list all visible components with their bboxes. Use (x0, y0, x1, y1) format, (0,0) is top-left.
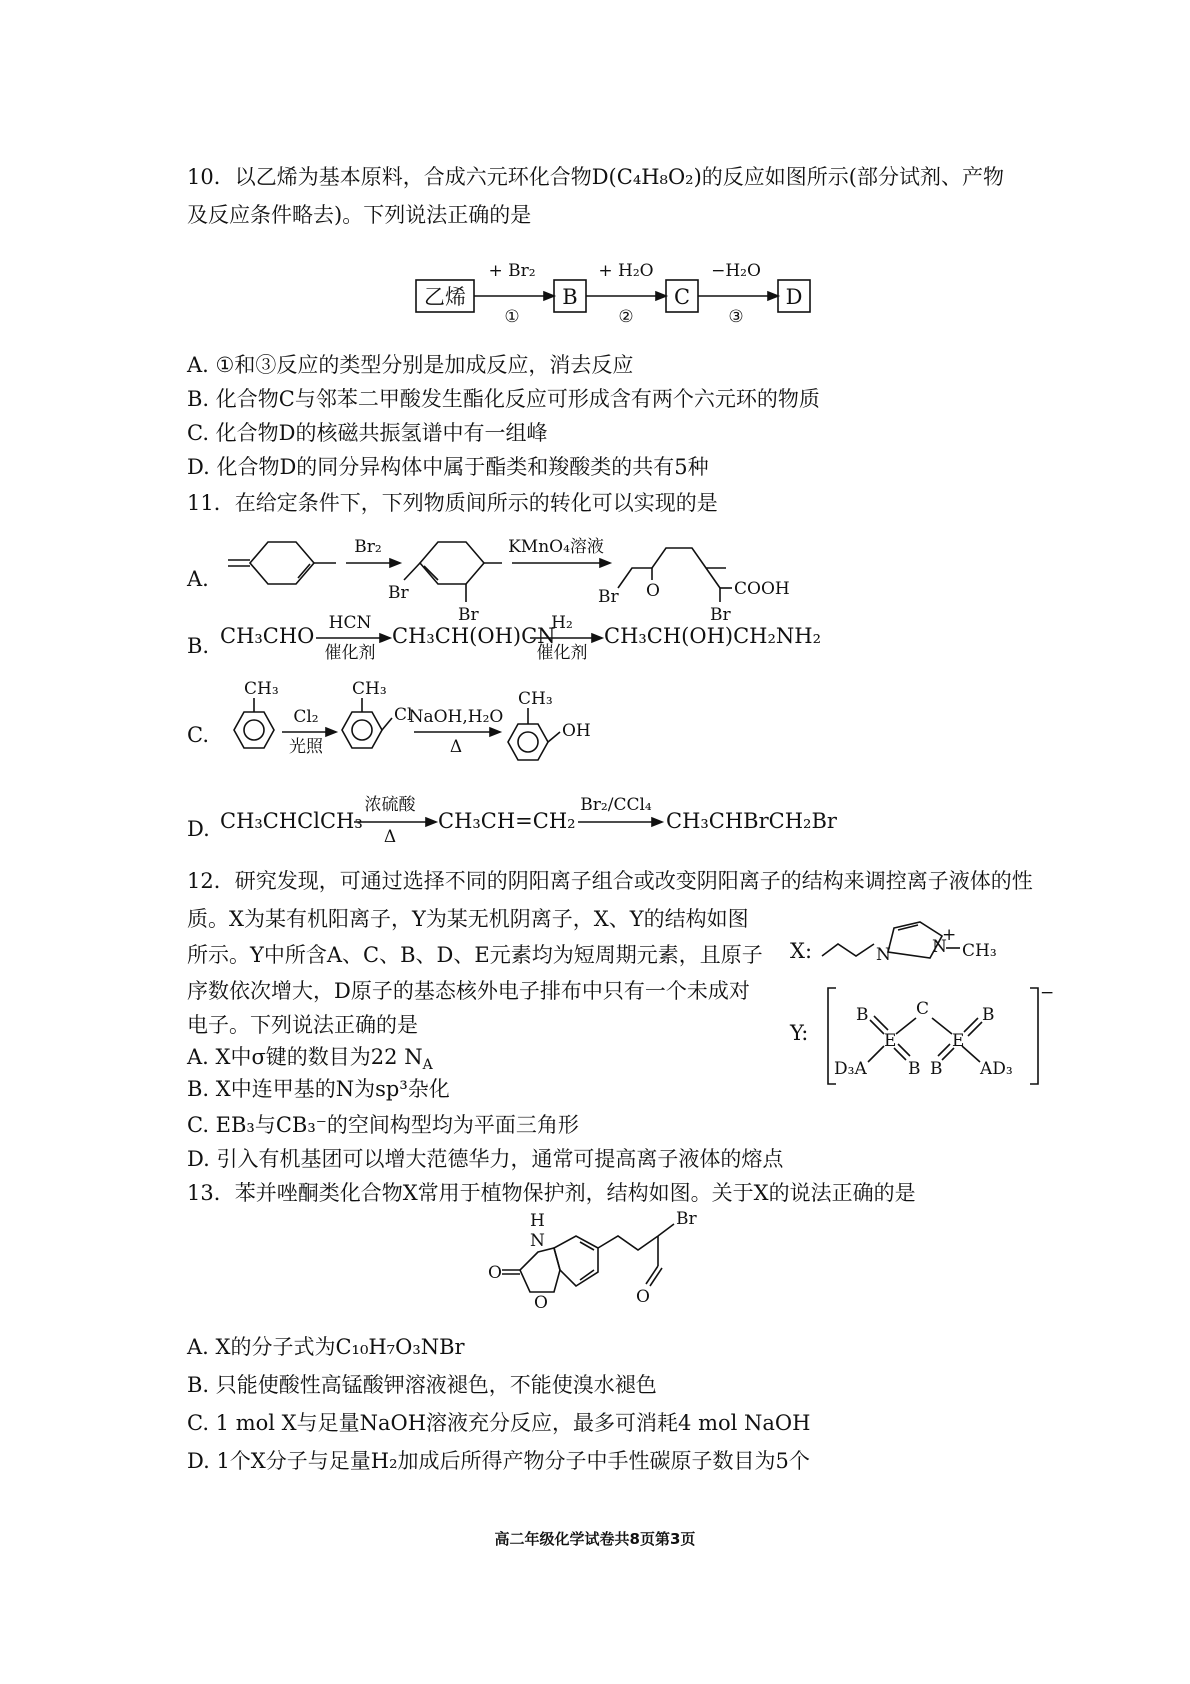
a-arrow-1-reagent: Br₂ (354, 537, 382, 557)
b-arrow-1-bottom: 催化剂 (324, 643, 376, 663)
q11-option-b-label: B. (187, 634, 210, 658)
y-e2: E (952, 1031, 965, 1051)
ring-1-double (298, 564, 310, 578)
arrow-3-step: ③ (728, 307, 744, 327)
b-arrow-2-top: H₂ (551, 613, 573, 633)
q12-option-d: D. 引入有机基团可以增大范德华力，通常可提高离子液体的熔点 (187, 1147, 784, 1171)
y-minus: − (1040, 983, 1055, 1003)
q13-option-c: C. 1 mol X与足量NaOH溶液充分反应，最多可消耗4 mol NaOH (187, 1411, 811, 1435)
q12-option-b: B. X中连甲基的N为sp³杂化 (187, 1077, 450, 1101)
q12-option-a-sub: A (422, 1057, 433, 1074)
d-arrow-1-bottom: Δ (383, 827, 397, 847)
q12-option-a (187, 1044, 433, 1078)
q11-stem: 11．在给定条件下，下列物质间所示的转化可以实现的是 (187, 491, 718, 515)
ring-2 (420, 542, 484, 584)
cresol-ring (508, 724, 548, 760)
y-d3a: D₃A (834, 1059, 867, 1079)
y-b2: B (982, 1005, 995, 1025)
b-acetaldehyde: CH₃CHO (220, 624, 315, 648)
x-n1: N (876, 945, 891, 965)
y-b1: B (856, 1005, 869, 1025)
c-ch3-3: CH₃ (518, 689, 553, 709)
toluene-ring (234, 712, 274, 748)
q10-reaction-scheme (400, 258, 820, 330)
ring-2-double (424, 566, 438, 580)
q11-option-d-label: D. (187, 817, 210, 841)
chlorotoluene-ring (342, 712, 382, 748)
y-e1-a-bond (868, 1046, 884, 1062)
c-ch3-2: CH₃ (352, 679, 387, 699)
q10-option-b: B. 化合物C与邻苯二甲酸发生酯化反应可形成含有两个六元环的物质 (187, 387, 820, 411)
y-b4: B (930, 1059, 943, 1079)
q10-stem-line2: 及反应条件略去)。下列说法正确的是 (187, 203, 532, 227)
q12-line3: 所示。Y中所含A、C、B、D、E元素均为短周期元素，且原子 (187, 943, 763, 967)
q13-structure (480, 1210, 750, 1314)
q12-option-c: C. EB₃与CB₃⁻的空间构型均为平面三角形 (187, 1113, 579, 1137)
q13-stem: 13．苯并唑酮类化合物X常用于植物保护剂，结构如图。关于X的说法正确的是 (187, 1181, 916, 1205)
q10-option-a: A. ①和③反应的类型分别是加成反应，消去反应 (187, 353, 634, 377)
a-br-4: Br (710, 605, 731, 625)
x-n2: N (932, 937, 947, 957)
q12-line4: 序数依次增大，D原子的基态核外电子排布中只有一个未成对 (187, 979, 750, 1003)
arrow-2-reagent: + H₂O (598, 261, 654, 281)
y-e1-c-bond (896, 1018, 916, 1034)
b-cyanohydrin: CH₃CH(OH)CN (392, 624, 556, 648)
page-footer: 高二年级化学试卷共8页第3页 (494, 1530, 696, 1548)
x13-benzene-double-1 (580, 1242, 594, 1250)
d-arrow-2-top: Br₂/CCl₄ (580, 795, 652, 815)
c-arrow-2-bottom: Δ (449, 737, 463, 757)
box-c-label: C (673, 285, 691, 309)
q10-option-c: C. 化合物D的核磁共振氢谱中有一组峰 (187, 421, 548, 445)
y-bracket-right (1030, 988, 1038, 1084)
x-label: X: (790, 939, 813, 963)
a-br-3: Br (598, 587, 619, 607)
d-arrow-2-head (652, 818, 662, 826)
q11-b-scheme (220, 606, 820, 666)
b-arrow-1-top: HCN (328, 613, 372, 633)
x13-o-carbonyl: O (488, 1263, 502, 1283)
arrow-2-step: ② (618, 307, 634, 327)
a-br-2: Br (458, 605, 479, 625)
q11-option-a-label: A. (187, 567, 209, 591)
q11-c-scheme (220, 676, 640, 776)
x13-benzene-ring (554, 1236, 598, 1286)
x13-h: H (530, 1211, 545, 1231)
chlorotoluene-cl-bond (382, 718, 392, 730)
q12-option-a-text: A. X中σ键的数目为22 N (187, 1045, 423, 1069)
q13-option-b: B. 只能使酸性高锰酸钾溶液褪色，不能使溴水褪色 (187, 1373, 657, 1397)
arrow-1-reagent: + Br₂ (488, 261, 536, 281)
y-b2-double-a (964, 1018, 978, 1032)
y-b3: B (908, 1059, 921, 1079)
c-ch3-1: CH₃ (244, 679, 279, 699)
x13-br: Br (676, 1209, 697, 1229)
d-dibromopropane: CH₃CHBrCH₂Br (666, 809, 837, 833)
c-arrow-2-head (490, 728, 500, 736)
a-ketone-o: O (646, 581, 660, 601)
q10-stem-line1: 10．以乙烯为基本原料，合成六元环化合物D(C₄H₈O₂)的反应如图所示(部分试剂、产物 (187, 165, 1004, 189)
b-arrow-1-head (380, 634, 390, 642)
q11-option-c-label: C. (187, 723, 209, 747)
x13-ald-double-b (650, 1268, 662, 1286)
d-chloropropane: CH₃CHClCH₃ (220, 809, 363, 833)
a-product-chain (618, 548, 720, 588)
arrow-1-step: ① (504, 307, 520, 327)
ring-1 (250, 542, 314, 584)
c-cl: Cl (394, 705, 413, 725)
a-br-1: Br (388, 583, 409, 603)
q13-option-a: A. X的分子式为C₁₀H₇O₃NBr (187, 1335, 465, 1359)
a-cooh: COOH (734, 579, 790, 599)
y-b1-double-a (870, 1020, 884, 1034)
x-ch3: CH₃ (962, 941, 997, 961)
x13-o-ring: O (534, 1293, 548, 1313)
box-d-label: D (785, 285, 803, 309)
box-ethylene-label: 乙烯 (424, 285, 466, 309)
y-e2-a-bond (962, 1046, 980, 1062)
d-arrow-1-top: 浓硫酸 (364, 795, 416, 815)
c-arrow-2-top: NaOH,H₂O (408, 707, 504, 727)
x13-side-chain (598, 1236, 658, 1250)
q12-x-structure (790, 906, 1020, 986)
x13-ald-double-a (646, 1266, 658, 1284)
q12-line5: 电子。下列说法正确的是 (187, 1013, 418, 1037)
x13-n: N (530, 1231, 545, 1251)
x13-oxazolone-ring (520, 1248, 560, 1292)
c-arrow-1-bottom: 光照 (289, 737, 323, 757)
c-arrow-1-top: Cl₂ (293, 707, 319, 727)
y-c-e2-bond (932, 1018, 952, 1034)
b-amino-alcohol: CH₃CH(OH)CH₂NH₂ (604, 624, 822, 648)
q12-line1: 12．研究发现，可通过选择不同的阴阳离子组合或改变阴阳离子的结构来调控离子液体的性 (187, 869, 1033, 893)
y-ad3: AD₃ (980, 1059, 1013, 1079)
c-oh: OH (562, 721, 591, 741)
chlorotoluene-aromatic (352, 720, 372, 740)
cresol-aromatic (518, 732, 538, 752)
y-b2-double-b (968, 1022, 982, 1036)
toluene-aromatic (244, 720, 264, 740)
y-label: Y: (790, 1021, 809, 1045)
arrow-1-head (544, 292, 554, 300)
b-arrow-2-bottom: 催化剂 (536, 643, 588, 663)
x13-br-bond (658, 1224, 674, 1236)
a-arrow-2-head (600, 559, 610, 567)
y-c: C (916, 999, 930, 1019)
cresol-oh-bond (548, 732, 560, 742)
q12-line2: 质。X为某有机阳离子，Y为某无机阴离子，X、Y的结构如图 (187, 907, 749, 931)
box-b-label: B (562, 285, 578, 309)
y-e1: E (884, 1031, 897, 1051)
x-propyl-chain (822, 944, 874, 956)
d-arrow-1-head (426, 818, 436, 826)
x-plus: + (942, 925, 957, 945)
q11-d-scheme (220, 786, 860, 846)
arrow-3-reagent: −H₂O (711, 261, 761, 281)
d-propene: CH₃CH=CH₂ (438, 809, 576, 833)
a-arrow-1-head (390, 559, 400, 567)
q10-option-d: D. 化合物D的同分异构体中属于酯类和羧酸类的共有5种 (187, 455, 709, 479)
c-arrow-1-head (326, 728, 336, 736)
a-arrow-2-reagent: KMnO₄溶液 (508, 537, 604, 557)
arrow-2-head (656, 292, 666, 300)
x13-o-ald: O (636, 1287, 650, 1307)
q12-y-structure (790, 983, 1055, 1088)
y-b1-double-b (874, 1016, 888, 1030)
b-arrow-2-head (592, 634, 602, 642)
arrow-3-head (768, 292, 778, 300)
q13-option-d: D. 1个X分子与足量H₂加成后所得产物分子中手性碳原子数目为5个 (187, 1449, 810, 1473)
ring-2-ch2br (404, 563, 420, 580)
